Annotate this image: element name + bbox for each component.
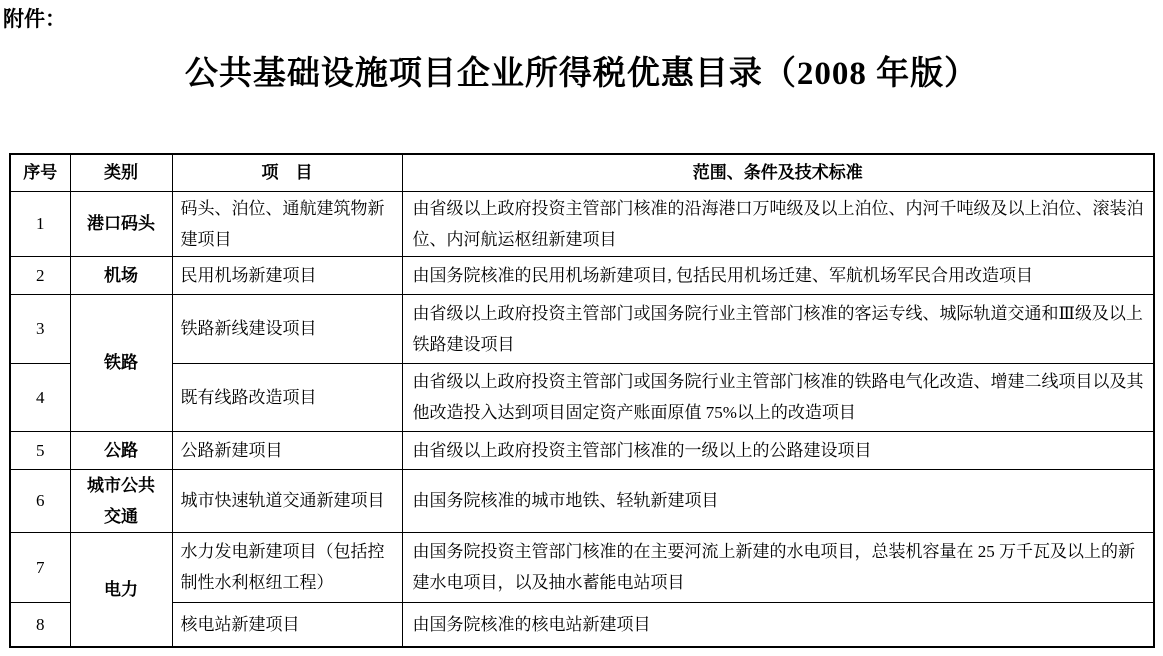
category-cell: 公路 — [70, 431, 172, 469]
scope-cell: 由省级以上政府投资主管部门核准的一级以上的公路建设项目 — [402, 431, 1154, 469]
project-cell: 核电站新建项目 — [172, 602, 402, 647]
seq-no-cell: 8 — [10, 602, 70, 647]
scope-cell: 由国务院投资主管部门核准的在主要河流上新建的水电项目，总装机容量在 25 万千瓦及以上的新建水电项目，以及抽水蓄能电站项目 — [402, 532, 1154, 602]
seq-no-cell: 6 — [10, 469, 70, 532]
table-row — [10, 431, 1154, 469]
scope-cell: 由国务院核准的民用机场新建项目, 包括民用机场迁建、军航机场军民合用改造项目 — [402, 256, 1154, 294]
project-cell: 铁路新线建设项目 — [172, 294, 402, 363]
project-cell: 城市快速轨道交通新建项目 — [172, 469, 402, 532]
seq-no-cell: 5 — [10, 431, 70, 469]
category-cell: 城市公共交通 — [70, 469, 172, 532]
table-row — [10, 256, 1154, 294]
project-cell: 码头、泊位、通航建筑物新建项目 — [172, 191, 402, 256]
table-row — [10, 602, 1154, 647]
project-cell: 水力发电新建项目（包括控制性水利枢纽工程） — [172, 532, 402, 602]
header-scope: 范围、条件及技术标准 — [402, 154, 1154, 191]
scope-cell: 由省级以上政府投资主管部门核准的沿海港口万吨级及以上泊位、内河千吨级及以上泊位、滚装泊位、内河航运枢纽新建项目 — [402, 191, 1154, 256]
seq-no-cell: 2 — [10, 256, 70, 294]
scope-cell: 由省级以上政府投资主管部门或国务院行业主管部门核准的客运专线、城际轨道交通和Ⅲ级及以上铁路建设项目 — [402, 294, 1154, 363]
seq-no-cell: 4 — [10, 363, 70, 431]
category-cell-merged: 电力 — [70, 532, 172, 647]
seq-no-cell: 7 — [10, 532, 70, 602]
attachment-label: 附件： — [3, 8, 66, 31]
table-row — [10, 469, 1154, 532]
category-cell: 机场 — [70, 256, 172, 294]
table-row — [10, 191, 1154, 256]
header-seq-no: 序号 — [10, 154, 70, 191]
table-row — [10, 363, 1154, 431]
project-cell: 公路新建项目 — [172, 431, 402, 469]
category-cell: 港口码头 — [70, 191, 172, 256]
catalog-table — [9, 153, 1155, 648]
seq-no-cell: 3 — [10, 294, 70, 363]
scope-cell: 由省级以上政府投资主管部门或国务院行业主管部门核准的铁路电气化改造、增建二线项目以及其他改造投入达到项目固定资产账面原值 75%以上的改造项目 — [402, 363, 1154, 431]
page-title: 公共基础设施项目企业所得税优惠目录（2008 年版） — [184, 56, 979, 92]
scope-cell: 由国务院核准的核电站新建项目 — [402, 602, 1154, 647]
scope-cell: 由国务院核准的城市地铁、轻轨新建项目 — [402, 469, 1154, 532]
project-cell: 既有线路改造项目 — [172, 363, 402, 431]
header-project: 项 目 — [172, 154, 402, 191]
table-header-row — [10, 154, 1154, 191]
table-row — [10, 532, 1154, 602]
seq-no-cell: 1 — [10, 191, 70, 256]
category-cell-merged: 铁路 — [70, 294, 172, 431]
header-category: 类别 — [70, 154, 172, 191]
project-cell: 民用机场新建项目 — [172, 256, 402, 294]
table-row — [10, 294, 1154, 363]
